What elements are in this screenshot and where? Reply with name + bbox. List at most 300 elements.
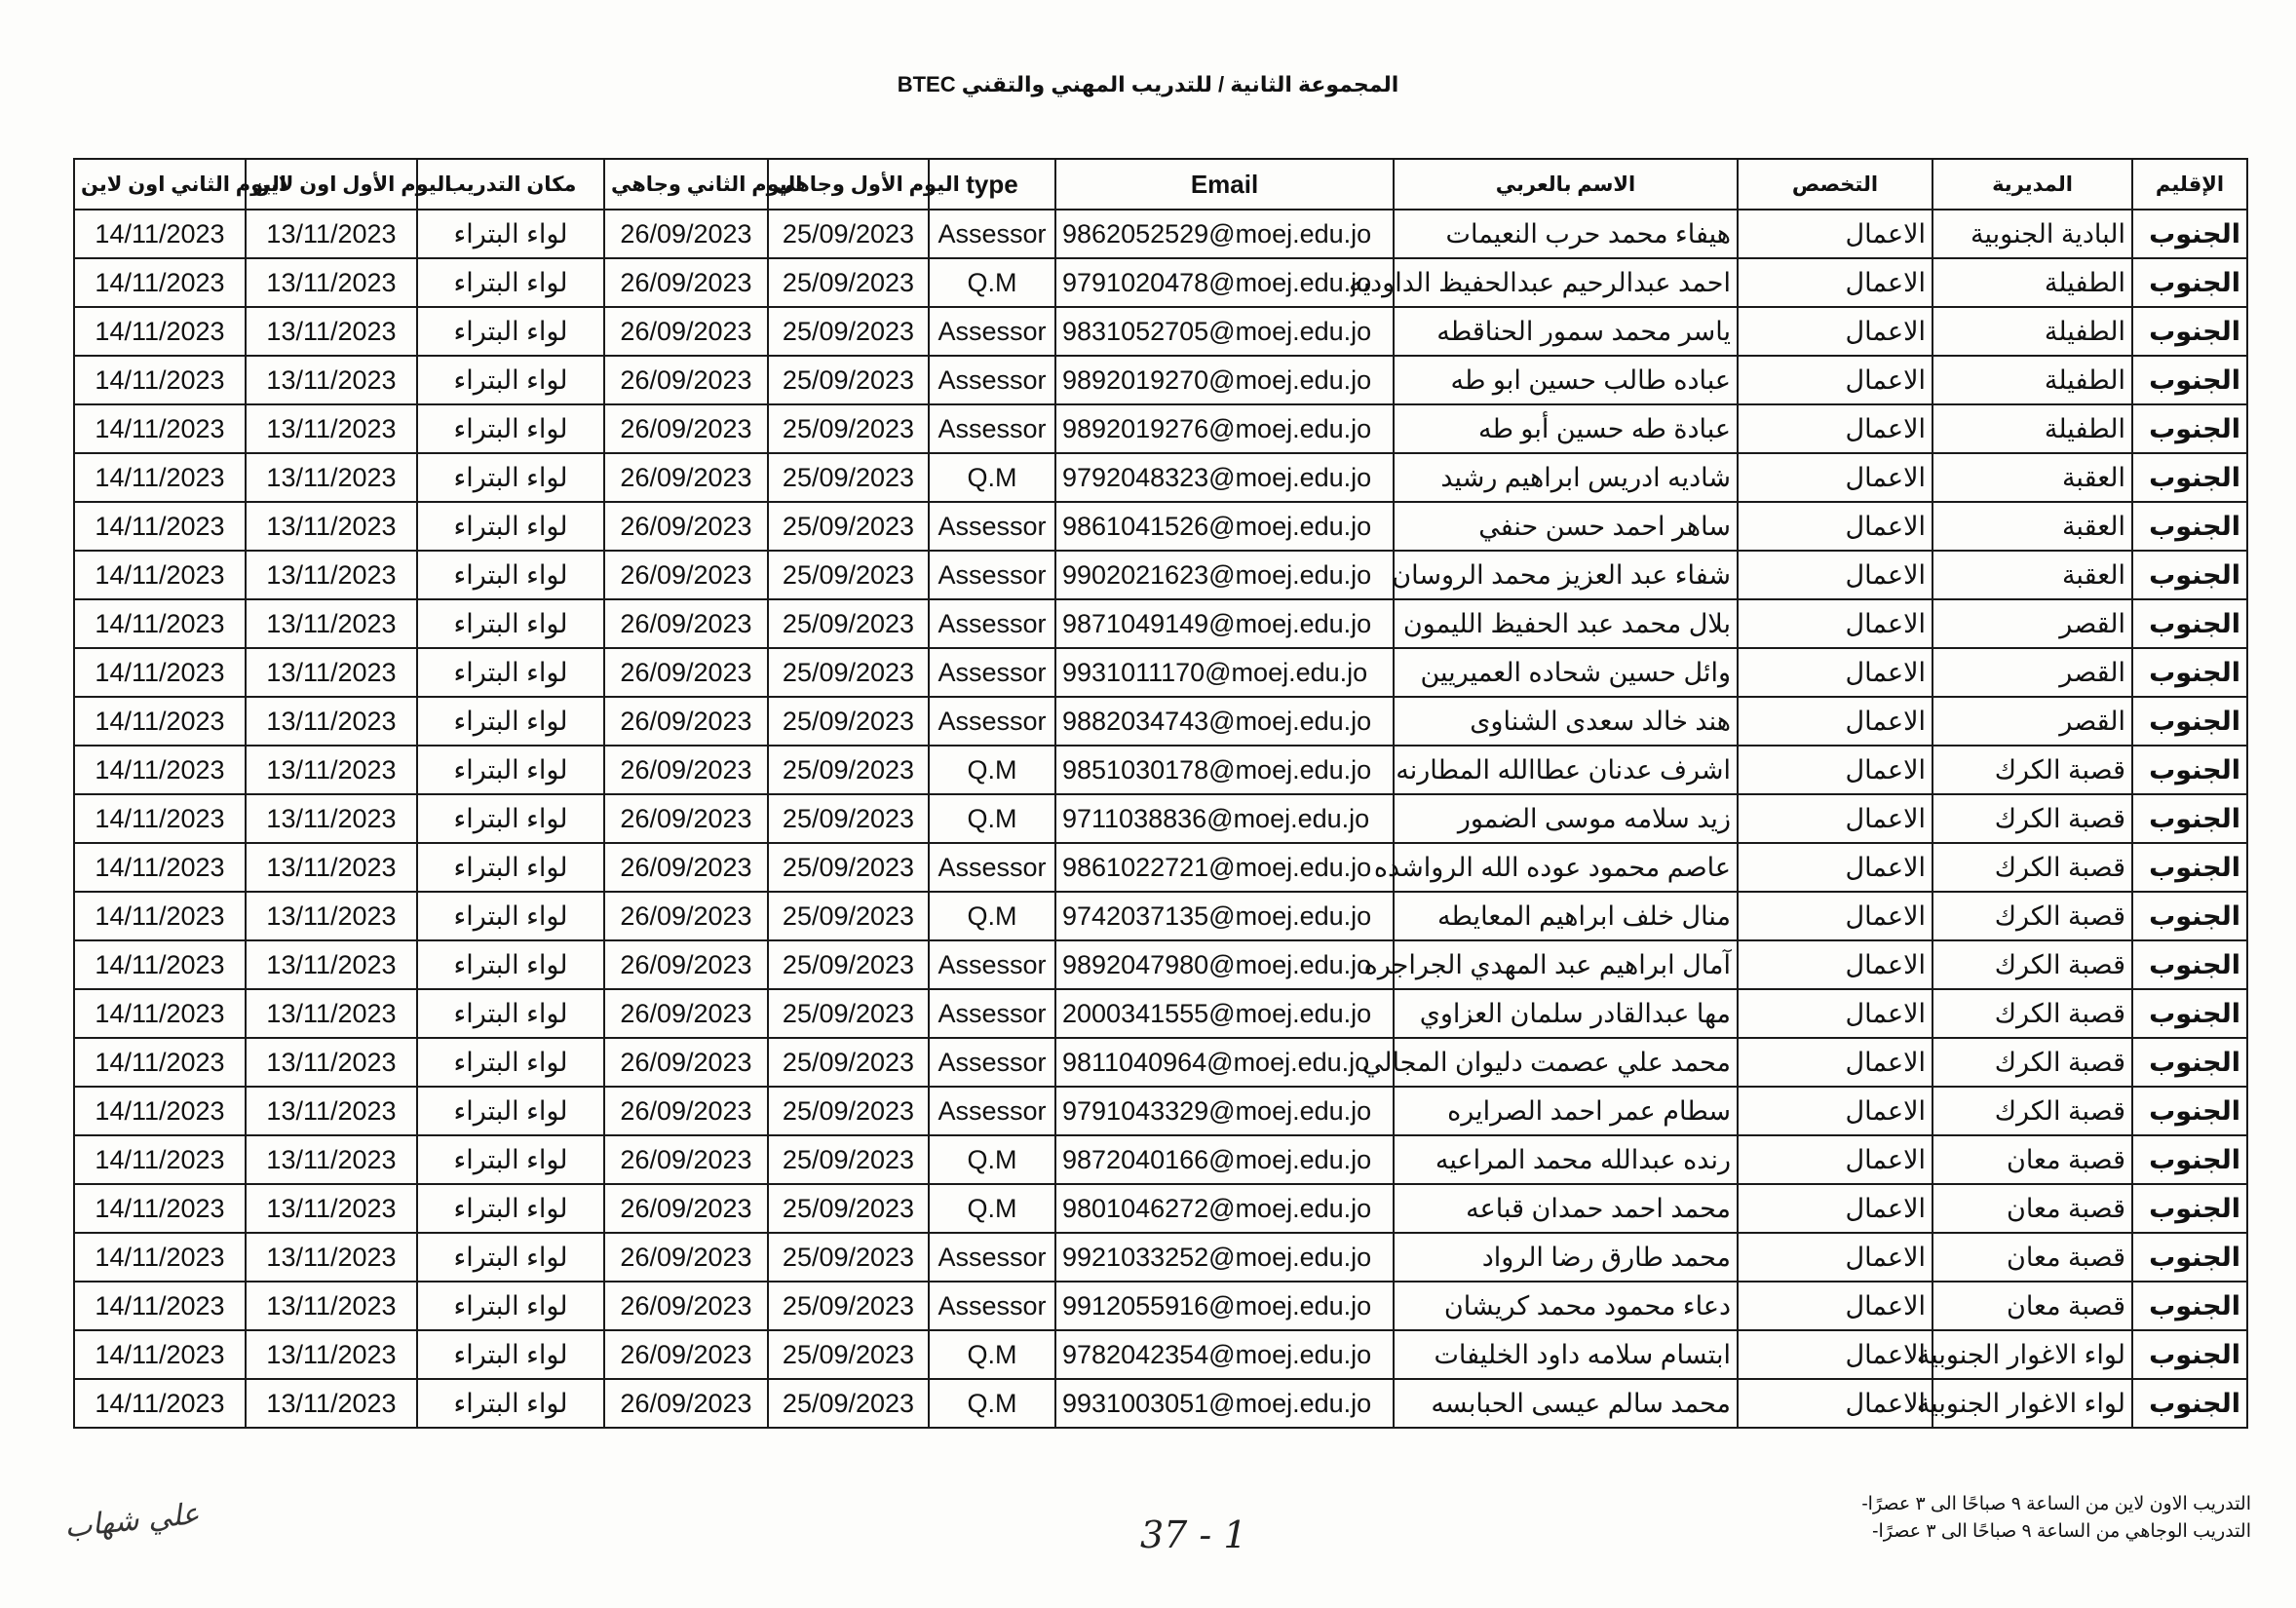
table-row bbox=[74, 697, 2247, 746]
cell-specialty: الاعمال bbox=[1738, 356, 1932, 404]
cell-day1-online: 13/11/2023 bbox=[246, 356, 417, 404]
cell-specialty: الاعمال bbox=[1738, 697, 1932, 746]
cell-day2-inperson: 26/09/2023 bbox=[604, 1330, 768, 1379]
cell-directorate: قصبة الكرك bbox=[1932, 1038, 2132, 1087]
cell-specialty: الاعمال bbox=[1738, 1184, 1932, 1233]
cell-region: الجنوب bbox=[2132, 356, 2247, 404]
cell-specialty: الاعمال bbox=[1738, 1087, 1932, 1135]
cell-type: Q.M bbox=[929, 892, 1055, 940]
cell-email: 9892019270@moej.edu.jo bbox=[1055, 356, 1394, 404]
cell-directorate: قصبة معان bbox=[1932, 1184, 2132, 1233]
cell-email: 9742037135@moej.edu.jo bbox=[1055, 892, 1394, 940]
page-number: 37 - 1 bbox=[1140, 1513, 1247, 1556]
cell-arabic-name: هيفاء محمد حرب النعيمات bbox=[1394, 210, 1738, 258]
cell-training-place: لواء البتراء bbox=[417, 746, 604, 794]
col-arabic-name: الاسم بالعربي bbox=[1394, 159, 1738, 210]
cell-day1-inperson: 25/09/2023 bbox=[768, 502, 929, 551]
cell-region: الجنوب bbox=[2132, 1233, 2247, 1282]
participants-table bbox=[73, 158, 2248, 1429]
cell-directorate: العقبة bbox=[1932, 502, 2132, 551]
cell-specialty: الاعمال bbox=[1738, 599, 1932, 648]
col-training-place: مكان التدريب bbox=[417, 159, 604, 210]
cell-region: الجنوب bbox=[2132, 697, 2247, 746]
cell-type: Assessor bbox=[929, 599, 1055, 648]
cell-directorate: قصبة الكرك bbox=[1932, 843, 2132, 892]
cell-day2-inperson: 26/09/2023 bbox=[604, 1379, 768, 1428]
cell-arabic-name: محمد طارق رضا الرواد bbox=[1394, 1233, 1738, 1282]
table-row bbox=[74, 989, 2247, 1038]
cell-email: 9792048323@moej.edu.jo bbox=[1055, 453, 1394, 502]
cell-day1-inperson: 25/09/2023 bbox=[768, 551, 929, 599]
cell-training-place: لواء البتراء bbox=[417, 892, 604, 940]
cell-email: 9811040964@moej.edu.jo bbox=[1055, 1038, 1394, 1087]
cell-email: 9902021623@moej.edu.jo bbox=[1055, 551, 1394, 599]
cell-day2-online: 14/11/2023 bbox=[74, 746, 246, 794]
cell-day2-online: 14/11/2023 bbox=[74, 794, 246, 843]
cell-day2-inperson: 26/09/2023 bbox=[604, 1135, 768, 1184]
cell-day1-inperson: 25/09/2023 bbox=[768, 356, 929, 404]
cell-day1-online: 13/11/2023 bbox=[246, 989, 417, 1038]
cell-training-place: لواء البتراء bbox=[417, 453, 604, 502]
cell-day1-online: 13/11/2023 bbox=[246, 940, 417, 989]
cell-region: الجنوب bbox=[2132, 307, 2247, 356]
cell-arabic-name: بلال محمد عبد الحفيظ الليمون bbox=[1394, 599, 1738, 648]
cell-training-place: لواء البتراء bbox=[417, 599, 604, 648]
cell-specialty: الاعمال bbox=[1738, 1379, 1932, 1428]
cell-region: الجنوب bbox=[2132, 989, 2247, 1038]
cell-day2-online: 14/11/2023 bbox=[74, 599, 246, 648]
cell-day1-online: 13/11/2023 bbox=[246, 843, 417, 892]
table-row bbox=[74, 1233, 2247, 1282]
cell-day1-inperson: 25/09/2023 bbox=[768, 989, 929, 1038]
cell-specialty: الاعمال bbox=[1738, 1135, 1932, 1184]
cell-type: Q.M bbox=[929, 746, 1055, 794]
cell-day2-online: 14/11/2023 bbox=[74, 210, 246, 258]
cell-region: الجنوب bbox=[2132, 1184, 2247, 1233]
cell-day2-inperson: 26/09/2023 bbox=[604, 210, 768, 258]
cell-type: Q.M bbox=[929, 1330, 1055, 1379]
cell-directorate: الطفيلة bbox=[1932, 404, 2132, 453]
cell-specialty: الاعمال bbox=[1738, 892, 1932, 940]
cell-directorate: القصر bbox=[1932, 599, 2132, 648]
cell-training-place: لواء البتراء bbox=[417, 210, 604, 258]
table-row bbox=[74, 892, 2247, 940]
cell-day1-inperson: 25/09/2023 bbox=[768, 599, 929, 648]
table-row bbox=[74, 599, 2247, 648]
cell-specialty: الاعمال bbox=[1738, 989, 1932, 1038]
cell-arabic-name: ياسر محمد سمور الحناقطه bbox=[1394, 307, 1738, 356]
cell-day2-inperson: 26/09/2023 bbox=[604, 1038, 768, 1087]
cell-directorate: الطفيلة bbox=[1932, 258, 2132, 307]
cell-email: 9831052705@moej.edu.jo bbox=[1055, 307, 1394, 356]
cell-day1-online: 13/11/2023 bbox=[246, 648, 417, 697]
cell-arabic-name: شاديه ادريس ابراهيم رشيد bbox=[1394, 453, 1738, 502]
cell-day1-inperson: 25/09/2023 bbox=[768, 1282, 929, 1330]
cell-day1-inperson: 25/09/2023 bbox=[768, 697, 929, 746]
document-title: المجموعة الثانية / للتدريب المهني والتقني BTEC bbox=[897, 72, 1399, 96]
cell-day2-inperson: 26/09/2023 bbox=[604, 307, 768, 356]
cell-type: Assessor bbox=[929, 940, 1055, 989]
cell-arabic-name: هند خالد سعدى الشناوى bbox=[1394, 697, 1738, 746]
cell-day1-inperson: 25/09/2023 bbox=[768, 1087, 929, 1135]
cell-specialty: الاعمال bbox=[1738, 551, 1932, 599]
cell-arabic-name: وائل حسين شحاده العميريين bbox=[1394, 648, 1738, 697]
cell-arabic-name: عباده طالب حسين ابو طه bbox=[1394, 356, 1738, 404]
cell-email: 9801046272@moej.edu.jo bbox=[1055, 1184, 1394, 1233]
cell-region: الجنوب bbox=[2132, 1282, 2247, 1330]
training-notes bbox=[1861, 1491, 2251, 1546]
cell-directorate: الطفيلة bbox=[1932, 307, 2132, 356]
table-row bbox=[74, 404, 2247, 453]
cell-day2-online: 14/11/2023 bbox=[74, 697, 246, 746]
cell-type: Assessor bbox=[929, 551, 1055, 599]
cell-day2-online: 14/11/2023 bbox=[74, 453, 246, 502]
handwritten-signature: علي شهاب bbox=[62, 1496, 202, 1546]
cell-specialty: الاعمال bbox=[1738, 746, 1932, 794]
cell-region: الجنوب bbox=[2132, 1379, 2247, 1428]
cell-day2-online: 14/11/2023 bbox=[74, 989, 246, 1038]
cell-region: الجنوب bbox=[2132, 1330, 2247, 1379]
table-row bbox=[74, 843, 2247, 892]
cell-type: Q.M bbox=[929, 1184, 1055, 1233]
cell-specialty: الاعمال bbox=[1738, 258, 1932, 307]
cell-arabic-name: سطام عمر احمد الصرايره bbox=[1394, 1087, 1738, 1135]
table-row bbox=[74, 794, 2247, 843]
cell-day1-online: 13/11/2023 bbox=[246, 453, 417, 502]
cell-training-place: لواء البتراء bbox=[417, 1233, 604, 1282]
col-day1-inperson: اليوم الأول وجاهي bbox=[768, 159, 929, 210]
cell-region: الجنوب bbox=[2132, 746, 2247, 794]
cell-directorate: لواء الاغوار الجنوبية bbox=[1932, 1379, 2132, 1428]
note-inperson: التدريب الوجاهي من الساعة ٩ صباحًا الى ٣ عصرًا- bbox=[1872, 1521, 2251, 1542]
cell-day2-online: 14/11/2023 bbox=[74, 1038, 246, 1087]
cell-email: 9862052529@moej.edu.jo bbox=[1055, 210, 1394, 258]
table-row bbox=[74, 648, 2247, 697]
cell-directorate: قصبة الكرك bbox=[1932, 940, 2132, 989]
cell-training-place: لواء البتراء bbox=[417, 1379, 604, 1428]
table-row bbox=[74, 1087, 2247, 1135]
cell-email: 9872040166@moej.edu.jo bbox=[1055, 1135, 1394, 1184]
cell-email: 9791043329@moej.edu.jo bbox=[1055, 1087, 1394, 1135]
cell-type: Assessor bbox=[929, 1282, 1055, 1330]
table-row bbox=[74, 356, 2247, 404]
cell-arabic-name: اشرف عدنان عطاالله المطارنه bbox=[1394, 746, 1738, 794]
cell-arabic-name: ساهر احمد حسن حنفي bbox=[1394, 502, 1738, 551]
cell-directorate: لواء الاغوار الجنوبية bbox=[1932, 1330, 2132, 1379]
cell-directorate: قصبة الكرك bbox=[1932, 892, 2132, 940]
cell-arabic-name: محمد احمد حمدان قباعه bbox=[1394, 1184, 1738, 1233]
cell-type: Assessor bbox=[929, 502, 1055, 551]
cell-directorate: العقبة bbox=[1932, 453, 2132, 502]
col-specialty: التخصص bbox=[1738, 159, 1932, 210]
cell-specialty: الاعمال bbox=[1738, 210, 1932, 258]
cell-type: Assessor bbox=[929, 1087, 1055, 1135]
cell-arabic-name: مها عبدالقادر سلمان العزاوي bbox=[1394, 989, 1738, 1038]
cell-type: Q.M bbox=[929, 794, 1055, 843]
cell-day2-online: 14/11/2023 bbox=[74, 1087, 246, 1135]
cell-day2-inperson: 26/09/2023 bbox=[604, 843, 768, 892]
cell-day2-inperson: 26/09/2023 bbox=[604, 892, 768, 940]
cell-day2-online: 14/11/2023 bbox=[74, 258, 246, 307]
cell-arabic-name: زيد سلامه موسى الضمور bbox=[1394, 794, 1738, 843]
cell-day1-online: 13/11/2023 bbox=[246, 746, 417, 794]
cell-specialty: الاعمال bbox=[1738, 794, 1932, 843]
cell-region: الجنوب bbox=[2132, 892, 2247, 940]
cell-day1-inperson: 25/09/2023 bbox=[768, 1135, 929, 1184]
cell-training-place: لواء البتراء bbox=[417, 843, 604, 892]
cell-directorate: قصبة الكرك bbox=[1932, 1087, 2132, 1135]
cell-directorate: قصبة الكرك bbox=[1932, 794, 2132, 843]
cell-type: Assessor bbox=[929, 356, 1055, 404]
cell-training-place: لواء البتراء bbox=[417, 989, 604, 1038]
cell-type: Assessor bbox=[929, 210, 1055, 258]
cell-day2-online: 14/11/2023 bbox=[74, 940, 246, 989]
cell-type: Assessor bbox=[929, 1038, 1055, 1087]
cell-day2-online: 14/11/2023 bbox=[74, 892, 246, 940]
table-row bbox=[74, 210, 2247, 258]
cell-directorate: القصر bbox=[1932, 648, 2132, 697]
cell-email: 9711038836@moej.edu.jo bbox=[1055, 794, 1394, 843]
table-row bbox=[74, 1282, 2247, 1330]
cell-day1-inperson: 25/09/2023 bbox=[768, 746, 929, 794]
cell-email: 2000341555@moej.edu.jo bbox=[1055, 989, 1394, 1038]
col-region: الإقليم bbox=[2132, 159, 2247, 210]
table-row bbox=[74, 1038, 2247, 1087]
table-row bbox=[74, 940, 2247, 989]
cell-day2-inperson: 26/09/2023 bbox=[604, 551, 768, 599]
cell-day2-inperson: 26/09/2023 bbox=[604, 648, 768, 697]
cell-day1-online: 13/11/2023 bbox=[246, 502, 417, 551]
cell-arabic-name: محمد سالم عيسى الحبابسه bbox=[1394, 1379, 1738, 1428]
cell-day1-online: 13/11/2023 bbox=[246, 551, 417, 599]
cell-day2-inperson: 26/09/2023 bbox=[604, 1087, 768, 1135]
cell-training-place: لواء البتراء bbox=[417, 1282, 604, 1330]
cell-region: الجنوب bbox=[2132, 648, 2247, 697]
col-directorate: المديرية bbox=[1932, 159, 2132, 210]
cell-day1-inperson: 25/09/2023 bbox=[768, 843, 929, 892]
cell-region: الجنوب bbox=[2132, 210, 2247, 258]
cell-email: 9892019276@moej.edu.jo bbox=[1055, 404, 1394, 453]
cell-email: 9861022721@moej.edu.jo bbox=[1055, 843, 1394, 892]
cell-day2-online: 14/11/2023 bbox=[74, 1184, 246, 1233]
cell-directorate: الطفيلة bbox=[1932, 356, 2132, 404]
cell-specialty: الاعمال bbox=[1738, 648, 1932, 697]
cell-arabic-name: عاصم محمود عوده الله الرواشده bbox=[1394, 843, 1738, 892]
cell-day1-inperson: 25/09/2023 bbox=[768, 1184, 929, 1233]
cell-email: 9882034743@moej.edu.jo bbox=[1055, 697, 1394, 746]
cell-email: 9791020478@moej.edu.jo bbox=[1055, 258, 1394, 307]
cell-region: الجنوب bbox=[2132, 794, 2247, 843]
cell-email: 9861041526@moej.edu.jo bbox=[1055, 502, 1394, 551]
cell-day1-inperson: 25/09/2023 bbox=[768, 892, 929, 940]
cell-training-place: لواء البتراء bbox=[417, 1330, 604, 1379]
cell-type: Assessor bbox=[929, 697, 1055, 746]
cell-day1-inperson: 25/09/2023 bbox=[768, 210, 929, 258]
cell-directorate: البادية الجنوبية bbox=[1932, 210, 2132, 258]
cell-type: Assessor bbox=[929, 989, 1055, 1038]
cell-training-place: لواء البتراء bbox=[417, 648, 604, 697]
cell-day1-online: 13/11/2023 bbox=[246, 307, 417, 356]
cell-day2-inperson: 26/09/2023 bbox=[604, 1184, 768, 1233]
cell-training-place: لواء البتراء bbox=[417, 794, 604, 843]
cell-day1-inperson: 25/09/2023 bbox=[768, 794, 929, 843]
cell-email: 9921033252@moej.edu.jo bbox=[1055, 1233, 1394, 1282]
cell-type: Assessor bbox=[929, 843, 1055, 892]
cell-day2-inperson: 26/09/2023 bbox=[604, 599, 768, 648]
cell-day2-inperson: 26/09/2023 bbox=[604, 940, 768, 989]
cell-day1-online: 13/11/2023 bbox=[246, 1135, 417, 1184]
cell-arabic-name: دعاء محمود محمد كريشان bbox=[1394, 1282, 1738, 1330]
cell-day1-inperson: 25/09/2023 bbox=[768, 940, 929, 989]
cell-email: 9782042354@moej.edu.jo bbox=[1055, 1330, 1394, 1379]
cell-arabic-name: عبادة طه حسين أبو طه bbox=[1394, 404, 1738, 453]
cell-region: الجنوب bbox=[2132, 599, 2247, 648]
cell-arabic-name: منال خلف ابراهيم المعايطه bbox=[1394, 892, 1738, 940]
cell-specialty: الاعمال bbox=[1738, 843, 1932, 892]
cell-day1-online: 13/11/2023 bbox=[246, 892, 417, 940]
cell-day2-inperson: 26/09/2023 bbox=[604, 356, 768, 404]
cell-day1-online: 13/11/2023 bbox=[246, 404, 417, 453]
col-day2-inperson: اليوم الثاني وجاهي bbox=[604, 159, 768, 210]
cell-day2-inperson: 26/09/2023 bbox=[604, 258, 768, 307]
cell-directorate: القصر bbox=[1932, 697, 2132, 746]
cell-type: Assessor bbox=[929, 1233, 1055, 1282]
cell-day2-online: 14/11/2023 bbox=[74, 843, 246, 892]
cell-day2-online: 14/11/2023 bbox=[74, 307, 246, 356]
cell-region: الجنوب bbox=[2132, 551, 2247, 599]
cell-type: Assessor bbox=[929, 404, 1055, 453]
cell-arabic-name: محمد علي عصمت دليوان المجالي bbox=[1394, 1038, 1738, 1087]
cell-training-place: لواء البتراء bbox=[417, 1038, 604, 1087]
cell-day1-inperson: 25/09/2023 bbox=[768, 307, 929, 356]
cell-type: Q.M bbox=[929, 258, 1055, 307]
table-row bbox=[74, 258, 2247, 307]
cell-specialty: الاعمال bbox=[1738, 502, 1932, 551]
cell-day2-inperson: 26/09/2023 bbox=[604, 794, 768, 843]
cell-region: الجنوب bbox=[2132, 940, 2247, 989]
cell-training-place: لواء البتراء bbox=[417, 356, 604, 404]
cell-region: الجنوب bbox=[2132, 258, 2247, 307]
cell-directorate: قصبة معان bbox=[1932, 1282, 2132, 1330]
cell-training-place: لواء البتراء bbox=[417, 1135, 604, 1184]
cell-training-place: لواء البتراء bbox=[417, 307, 604, 356]
cell-arabic-name: شفاء عبد العزيز محمد الروسان bbox=[1394, 551, 1738, 599]
cell-specialty: الاعمال bbox=[1738, 404, 1932, 453]
cell-day2-online: 14/11/2023 bbox=[74, 1282, 246, 1330]
cell-day2-online: 14/11/2023 bbox=[74, 356, 246, 404]
cell-day2-inperson: 26/09/2023 bbox=[604, 697, 768, 746]
cell-day2-inperson: 26/09/2023 bbox=[604, 746, 768, 794]
cell-day2-online: 14/11/2023 bbox=[74, 1379, 246, 1428]
cell-email: 9931003051@moej.edu.jo bbox=[1055, 1379, 1394, 1428]
cell-email: 9912055916@moej.edu.jo bbox=[1055, 1282, 1394, 1330]
cell-day2-online: 14/11/2023 bbox=[74, 1135, 246, 1184]
cell-training-place: لواء البتراء bbox=[417, 940, 604, 989]
cell-arabic-name: ابتسام سلامه داود الخليفات bbox=[1394, 1330, 1738, 1379]
cell-type: Assessor bbox=[929, 648, 1055, 697]
cell-email: 9931011170@moej.edu.jo bbox=[1055, 648, 1394, 697]
cell-day1-online: 13/11/2023 bbox=[246, 1330, 417, 1379]
col-type: type bbox=[929, 159, 1055, 210]
cell-day1-online: 13/11/2023 bbox=[246, 1233, 417, 1282]
col-day1-online: اليوم الأول اون لاين bbox=[246, 159, 417, 210]
cell-specialty: الاعمال bbox=[1738, 940, 1932, 989]
cell-day1-online: 13/11/2023 bbox=[246, 1379, 417, 1428]
cell-region: الجنوب bbox=[2132, 502, 2247, 551]
note-online: التدريب الاون لاين من الساعة ٩ صباحًا الى ٣ عصرًا- bbox=[1861, 1494, 2251, 1514]
cell-day2-online: 14/11/2023 bbox=[74, 502, 246, 551]
cell-day1-online: 13/11/2023 bbox=[246, 210, 417, 258]
cell-day1-online: 13/11/2023 bbox=[246, 1087, 417, 1135]
cell-day1-online: 13/11/2023 bbox=[246, 697, 417, 746]
cell-region: الجنوب bbox=[2132, 1135, 2247, 1184]
cell-training-place: لواء البتراء bbox=[417, 502, 604, 551]
cell-directorate: قصبة معان bbox=[1932, 1135, 2132, 1184]
cell-type: Q.M bbox=[929, 1135, 1055, 1184]
cell-region: الجنوب bbox=[2132, 453, 2247, 502]
cell-specialty: الاعمال bbox=[1738, 1233, 1932, 1282]
cell-day1-inperson: 25/09/2023 bbox=[768, 258, 929, 307]
table-row bbox=[74, 551, 2247, 599]
table-row bbox=[74, 502, 2247, 551]
cell-training-place: لواء البتراء bbox=[417, 1087, 604, 1135]
cell-arabic-name: آمال ابراهيم عبد المهدي الجراجره bbox=[1394, 940, 1738, 989]
cell-day2-inperson: 26/09/2023 bbox=[604, 1233, 768, 1282]
cell-day2-online: 14/11/2023 bbox=[74, 648, 246, 697]
table-row bbox=[74, 1184, 2247, 1233]
cell-day1-inperson: 25/09/2023 bbox=[768, 1330, 929, 1379]
cell-training-place: لواء البتراء bbox=[417, 1184, 604, 1233]
header-row bbox=[74, 159, 2247, 210]
cell-region: الجنوب bbox=[2132, 1087, 2247, 1135]
cell-day2-inperson: 26/09/2023 bbox=[604, 1282, 768, 1330]
cell-training-place: لواء البتراء bbox=[417, 697, 604, 746]
cell-day1-inperson: 25/09/2023 bbox=[768, 453, 929, 502]
cell-arabic-name: احمد عبدالرحيم عبدالحفيظ الداوديه bbox=[1394, 258, 1738, 307]
cell-type: Assessor bbox=[929, 307, 1055, 356]
cell-specialty: الاعمال bbox=[1738, 1038, 1932, 1087]
cell-type: Q.M bbox=[929, 1379, 1055, 1428]
cell-email: 9851030178@moej.edu.jo bbox=[1055, 746, 1394, 794]
cell-day1-online: 13/11/2023 bbox=[246, 599, 417, 648]
cell-specialty: الاعمال bbox=[1738, 307, 1932, 356]
col-day2-online: اليوم الثاني اون لاين bbox=[74, 159, 246, 210]
cell-type: Q.M bbox=[929, 453, 1055, 502]
cell-region: الجنوب bbox=[2132, 1038, 2247, 1087]
table-row bbox=[74, 307, 2247, 356]
cell-email: 9871049149@moej.edu.jo bbox=[1055, 599, 1394, 648]
cell-day1-inperson: 25/09/2023 bbox=[768, 1038, 929, 1087]
cell-specialty: الاعمال bbox=[1738, 453, 1932, 502]
cell-specialty: الاعمال bbox=[1738, 1330, 1932, 1379]
cell-region: الجنوب bbox=[2132, 843, 2247, 892]
cell-day1-inperson: 25/09/2023 bbox=[768, 404, 929, 453]
cell-day1-online: 13/11/2023 bbox=[246, 1184, 417, 1233]
cell-day2-online: 14/11/2023 bbox=[74, 1233, 246, 1282]
cell-arabic-name: رنده عبدالله محمد المراعيه bbox=[1394, 1135, 1738, 1184]
cell-day2-online: 14/11/2023 bbox=[74, 1330, 246, 1379]
table-row bbox=[74, 1330, 2247, 1379]
cell-training-place: لواء البتراء bbox=[417, 404, 604, 453]
cell-day2-inperson: 26/09/2023 bbox=[604, 453, 768, 502]
cell-day2-online: 14/11/2023 bbox=[74, 404, 246, 453]
table-row bbox=[74, 746, 2247, 794]
col-email: Email bbox=[1055, 159, 1394, 210]
cell-training-place: لواء البتراء bbox=[417, 551, 604, 599]
cell-day1-inperson: 25/09/2023 bbox=[768, 1379, 929, 1428]
table-row bbox=[74, 453, 2247, 502]
cell-directorate: قصبة معان bbox=[1932, 1233, 2132, 1282]
